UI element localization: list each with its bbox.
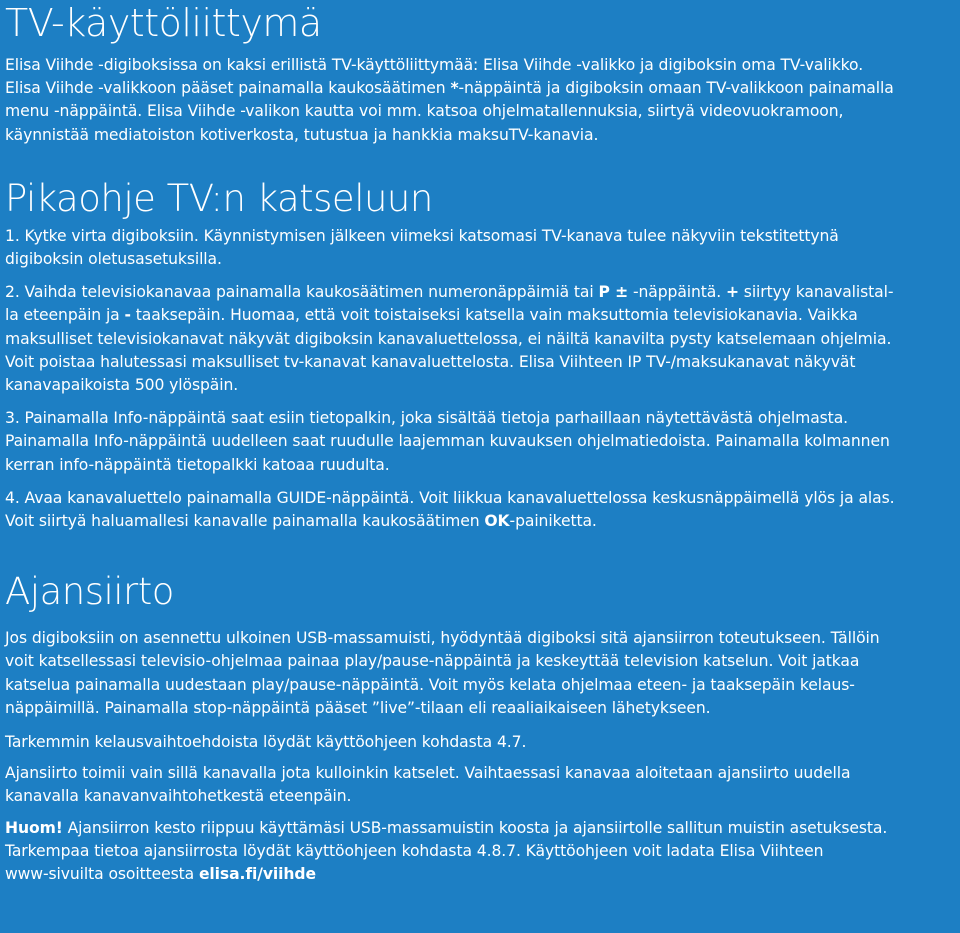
text-line: kerran info-näppäintä tietopalkki katoaa ruudulta. (5, 455, 390, 474)
text-line: 3. Painamalla Info-näppäintä saat esiin tietopalkin, joka sisältää tietoja parhaillaan näytettävästä ohjelmasta. (5, 409, 849, 428)
document-page (5, 0, 955, 886)
text-line: käynnistää mediatoiston kotiverkosta, tutustua ja hankkia maksuTV-kanavia. (5, 125, 599, 144)
timeshift-paragraph-3 (5, 762, 955, 808)
section-title-quick-guide: Pikaohje TV:n katseluun (5, 176, 433, 220)
text-line: 4. Avaa kanavaluettelo painamalla GUIDE-näppäintä. Voit liikkua kanavaluettelossa keskusnäppäimellä ylös ja alas. (5, 488, 895, 507)
guide-item-1 (5, 225, 955, 271)
text-line: Elisa Viihde -digiboksissa on kaksi erillistä TV-käyttöliittymää: Elisa Viihde -valikko ja digiboksin oma TV-valikko. (5, 56, 864, 74)
text-line: kanavalla kanavanvaihtohetkestä eteenpäin. (5, 787, 352, 806)
text-line: katselua painamalla uudestaan play/pause-näppäintä. Voit myös kelata ohjelmaa eteen- ja taaksepäin kelaus- (5, 675, 855, 694)
text-line: 1. Kytke virta digiboksiin. Käynnistymisen jälkeen viimeksi katsomasi TV-kanava tulee näkyviin tekstitettynä (5, 226, 839, 245)
star-key-label: * (450, 79, 459, 98)
text-line: Voit siirtyä haluamallesi kanavalle painamalla kaukosäätimen OK-painiketta. (5, 512, 597, 531)
text-line: Tarkempaa tietoa ajansiirrosta löydät käyttöohjeen kohdasta 4.8.7. Käyttöohjeen voit ladata Elisa Viihteen (5, 841, 824, 860)
text-line: Elisa Viihde -valikkoon pääset painamalla kaukosäätimen *-näppäintä ja digiboksin omaan TV-valikkoon painamalla (5, 79, 894, 98)
text-line: Voit poistaa halutessasi maksulliset tv-kanavat kanavaluettelosta. Elisa Viihteen IP TV-/maksukanavat näkyvät (5, 352, 856, 371)
text-line: la eteenpäin ja - taaksepäin. Huomaa, että voit toistaiseksi katsella vain maksuttomia televisiokanavia. Vaikka (5, 306, 858, 325)
section-title-tv-ui: TV-käyttöliittymä (5, 1, 322, 45)
guide-item-2 (5, 281, 955, 397)
timeshift-paragraph-2: Tarkemmin kelausvaihtoehdoista löydät käyttöohjeen kohdasta 4.7. (5, 733, 527, 752)
text-line: Painamalla Info-näppäintä uudelleen saat ruudulle laajemman kuvauksen ohjelmatiedoista. Painamalla kolmannen (5, 432, 890, 451)
note-label: Huom! (5, 818, 63, 837)
text-line: Ajansiirto toimii vain sillä kanavalla jota kulloinkin katselet. Vaihtaessasi kanavaa aloitetaan ajansiirto uudella (5, 764, 851, 783)
plus-key-label: + (725, 283, 739, 302)
text-line: 2. Vaihda televisiokanavaa painamalla kaukosäätimen numeronäppäimiä tai P ± -näppäintä. + siirtyy kanavalistal- (5, 283, 894, 302)
guide-item-3 (5, 407, 955, 477)
timeshift-paragraph-1 (5, 627, 955, 720)
text-line: näppäimillä. Painamalla stop-näppäintä pääset ”live”-tilaan eli reaaliaikaiseen lähetykseen. (5, 698, 711, 717)
text-line: digiboksin oletusasetuksilla. (5, 250, 222, 269)
text-line: www-sivuilta osoitteesta elisa.fi/viihde (5, 865, 316, 884)
text-line: Jos digiboksiin on asennettu ulkoinen USB-massamuisti, hyödyntää digiboksi sitä ajansiirron toteutukseen. Tällöin (5, 629, 880, 648)
section-title-timeshift: Ajansiirto (5, 570, 174, 614)
website-link[interactable]: elisa.fi/viihde (198, 865, 316, 884)
p-key-label: P ± (598, 283, 629, 302)
text-line: kanavapaikoista 500 ylöspäin. (5, 376, 239, 395)
text-line: voit katsellessasi televisio-ohjelmaa painaa play/pause-näppäintä ja keskeyttää television katselun. Voit jatkaa (5, 652, 860, 671)
text-line: menu -näppäintä. Elisa Viihde -valikon kautta voi mm. katsoa ohjelmatallennuksia, siirtyä videovuokramoon, (5, 102, 844, 121)
ok-key-label: OK (484, 512, 510, 531)
timeshift-note (5, 817, 955, 887)
minus-key-label: - (124, 306, 131, 325)
guide-item-4 (5, 487, 955, 533)
text-line: maksulliset televisiokanavat näkyvät digiboksin kanavaluettelossa, ei näiltä kanavilta pysty katselemaan ohjelmia. (5, 329, 892, 348)
tv-ui-paragraph (5, 54, 955, 147)
text-line: Huom! Ajansiirron kesto riippuu käyttämäsi USB-massamuistin koosta ja ajansiirtolle sallitun muistin asetuksesta. (5, 818, 888, 837)
